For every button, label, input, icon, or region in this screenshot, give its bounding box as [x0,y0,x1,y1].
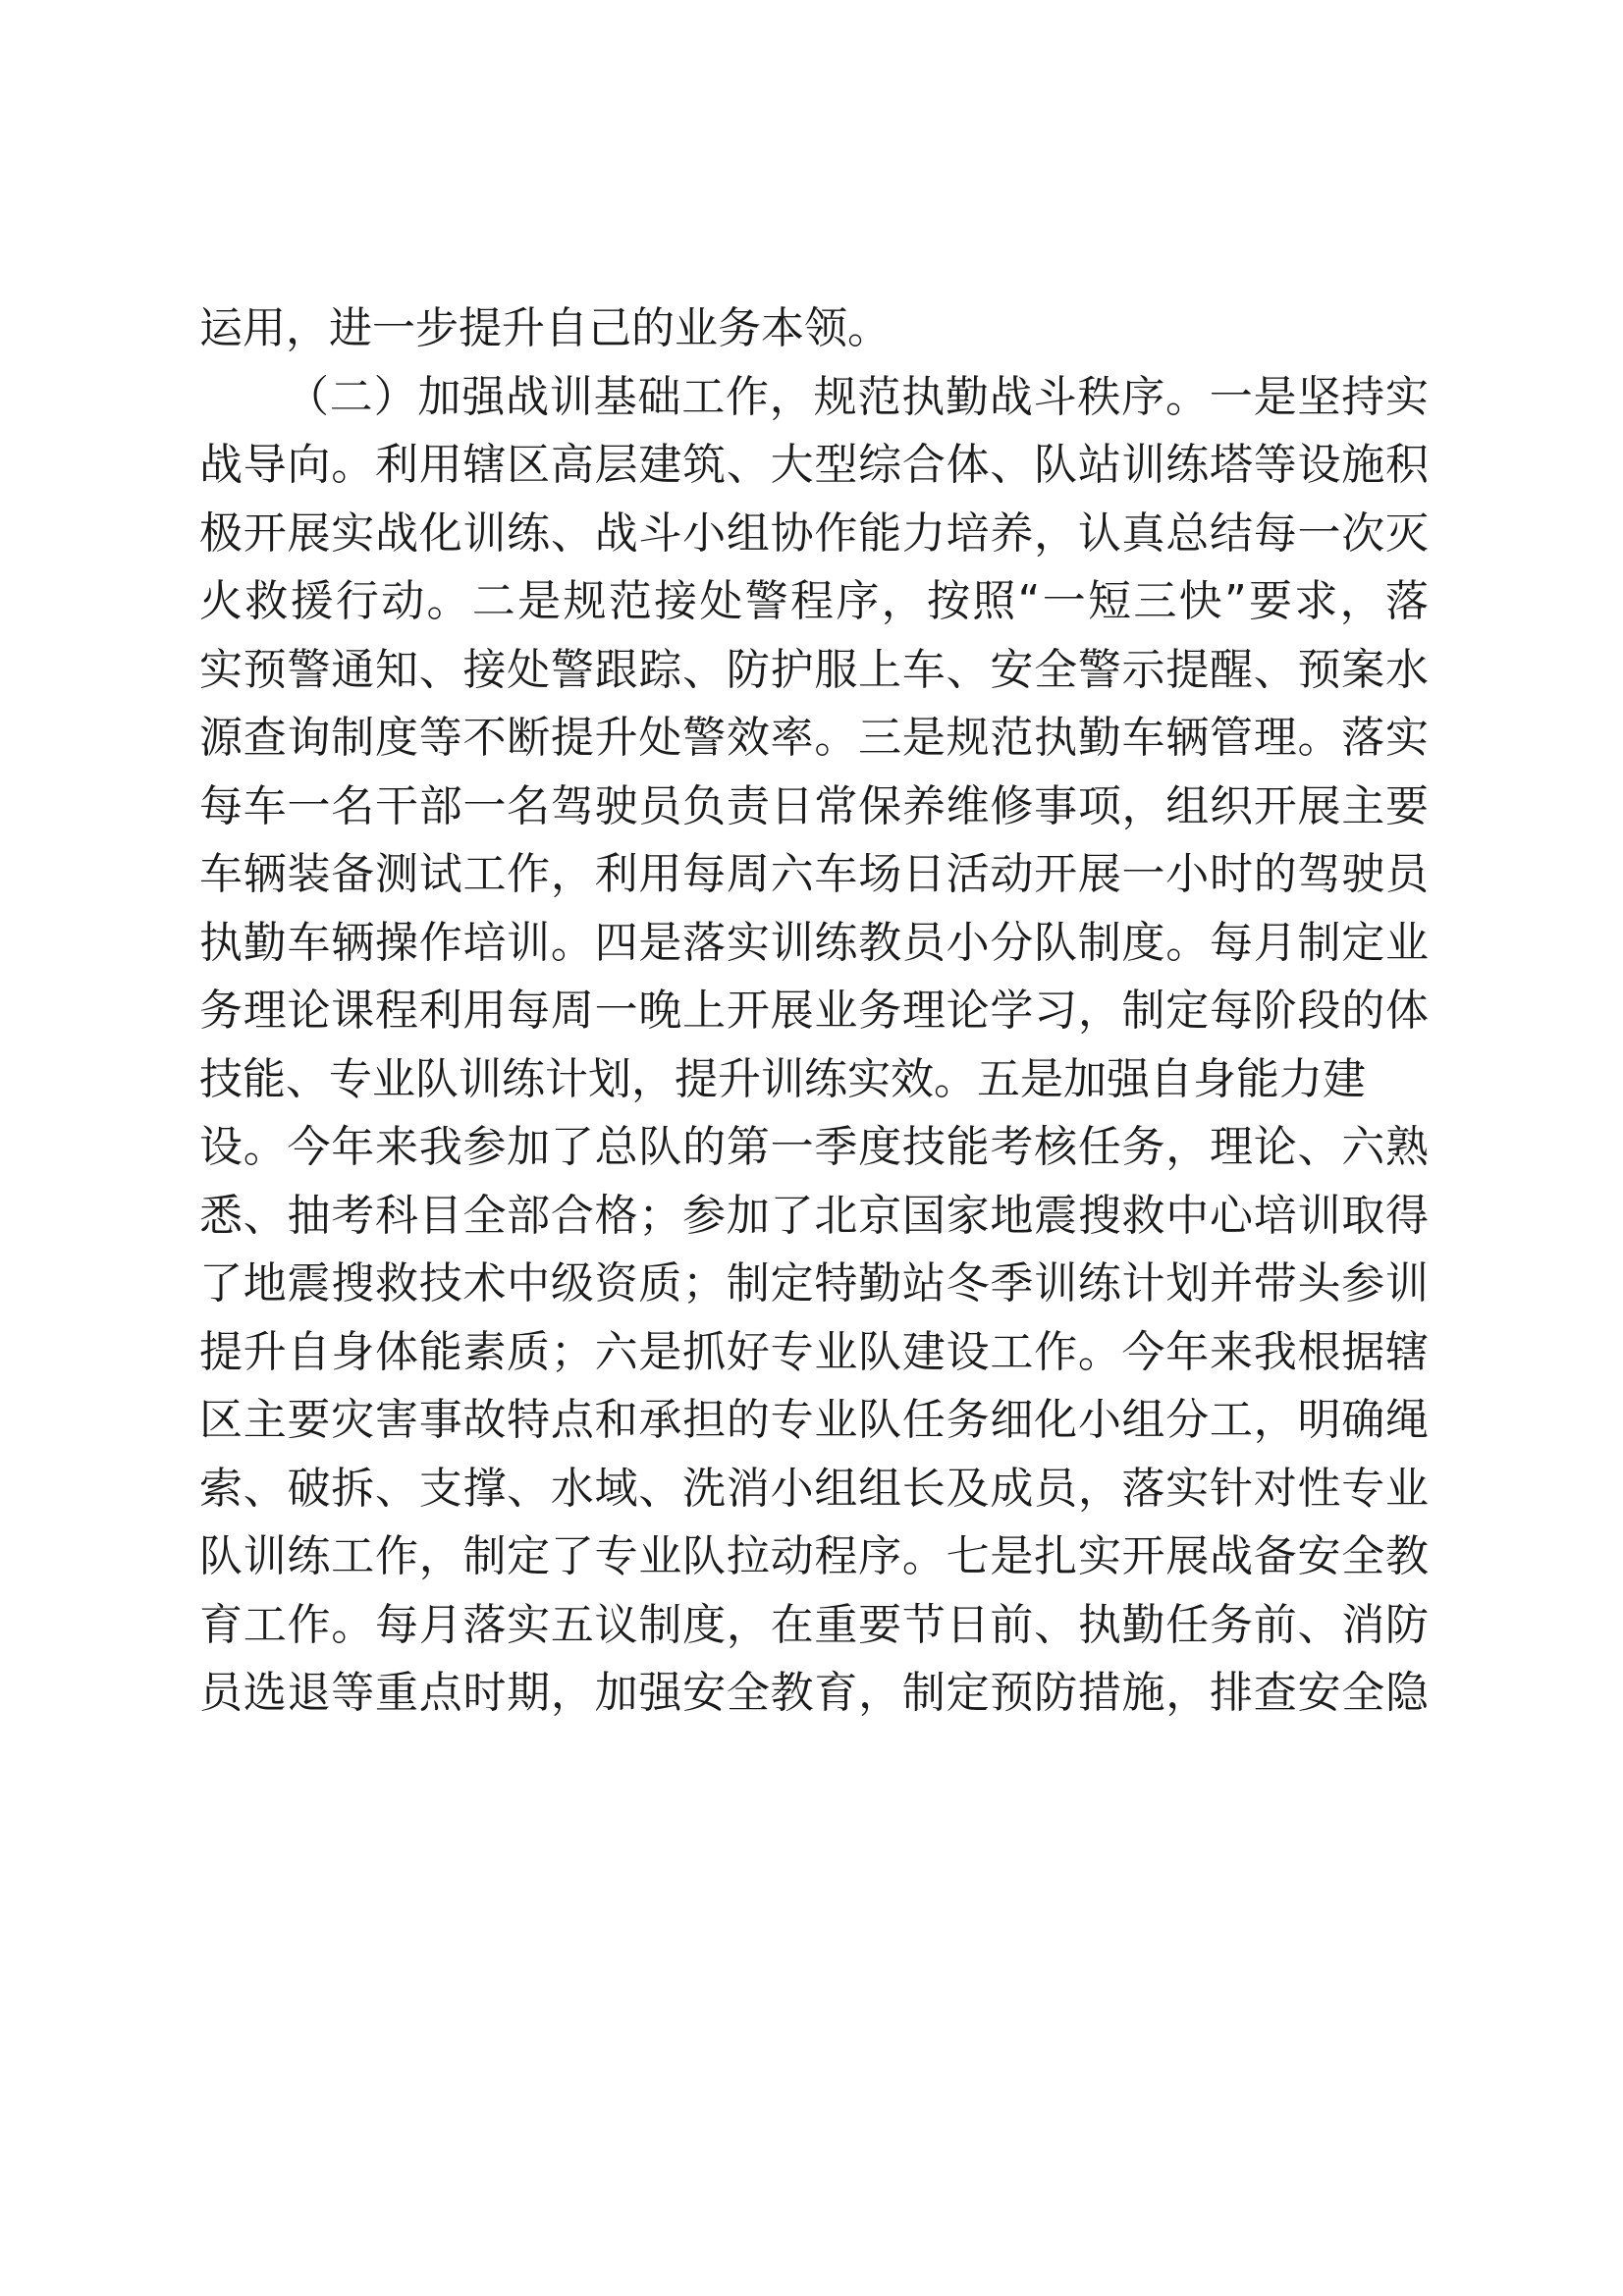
text-line: 源查询制度等不断提升处警效率。三是规范执勤车辆管理。落实 [199,713,1429,763]
text-line: 火救援行动。二是规范接处警程序，按照“一短三快”要求，落 [199,576,1429,626]
text-line: 务理论课程利用每周一晚上开展业务理论学习，制定每阶段的体 [199,986,1429,1036]
text-line: 区主要灾害事故特点和承担的专业队任务细化小组分工，明确绳 [199,1395,1429,1445]
text-line: 极开展实战化训练、战斗小组协作能力培养，认真总结每一次灭 [199,507,1429,559]
text-line: 队训练工作，制定了专业队拉动程序。七是扎实开展战备安全教 [199,1531,1429,1581]
text-line: 每车一名干部一名驾驶员负责日常保养维修事项，组织开展主要 [199,780,1429,831]
text-line: 索、破拆、支撑、水域、洗消小组组长及成员，落实针对性专业 [199,1463,1429,1514]
body-text [199,294,1429,1728]
text-line: 执勤车辆操作培训。四是落实训练教员小分队制度。每月制定业 [199,917,1429,968]
text-line: 车辆装备测试工作，利用每周六车场日活动开展一小时的驾驶员 [199,849,1429,899]
text-line: 了地震搜救技术中级资质；制定特勤站冬季训练计划并带头参训 [199,1258,1429,1308]
text-line: 员选退等重点时期，加强安全教育，制定预防措施，排查安全隐 [199,1668,1429,1718]
text-line: 育工作。每月落实五议制度，在重要节日前、执勤任务前、消防 [199,1599,1429,1650]
text-line: 实预警通知、接处警跟踪、防护服上车、安全警示提醒、预案水 [199,644,1429,695]
text-line: 设。今年来我参加了总队的第一季度技能考核任务，理论、六熟 [199,1122,1429,1172]
text-line: 战导向。利用辖区高层建筑、大型综合体、队站训练塔等设施积 [199,440,1429,490]
text-line: 技能、专业队训练计划，提升训练实效。五是加强自身能力建 [199,1053,1366,1104]
text-line: （二）加强战训基础工作，规范执勤战斗秩序。一是坚持实 [286,371,1429,422]
text-line: 悉、抽考科目全部合格；参加了北京国家地震搜救中心培训取得 [199,1190,1429,1241]
text-line: 提升自身体能素质；六是抓好专业队建设工作。今年来我根据辖 [199,1326,1429,1377]
text-line: 运用，进一步提升自己的业务本领。 [199,303,891,353]
